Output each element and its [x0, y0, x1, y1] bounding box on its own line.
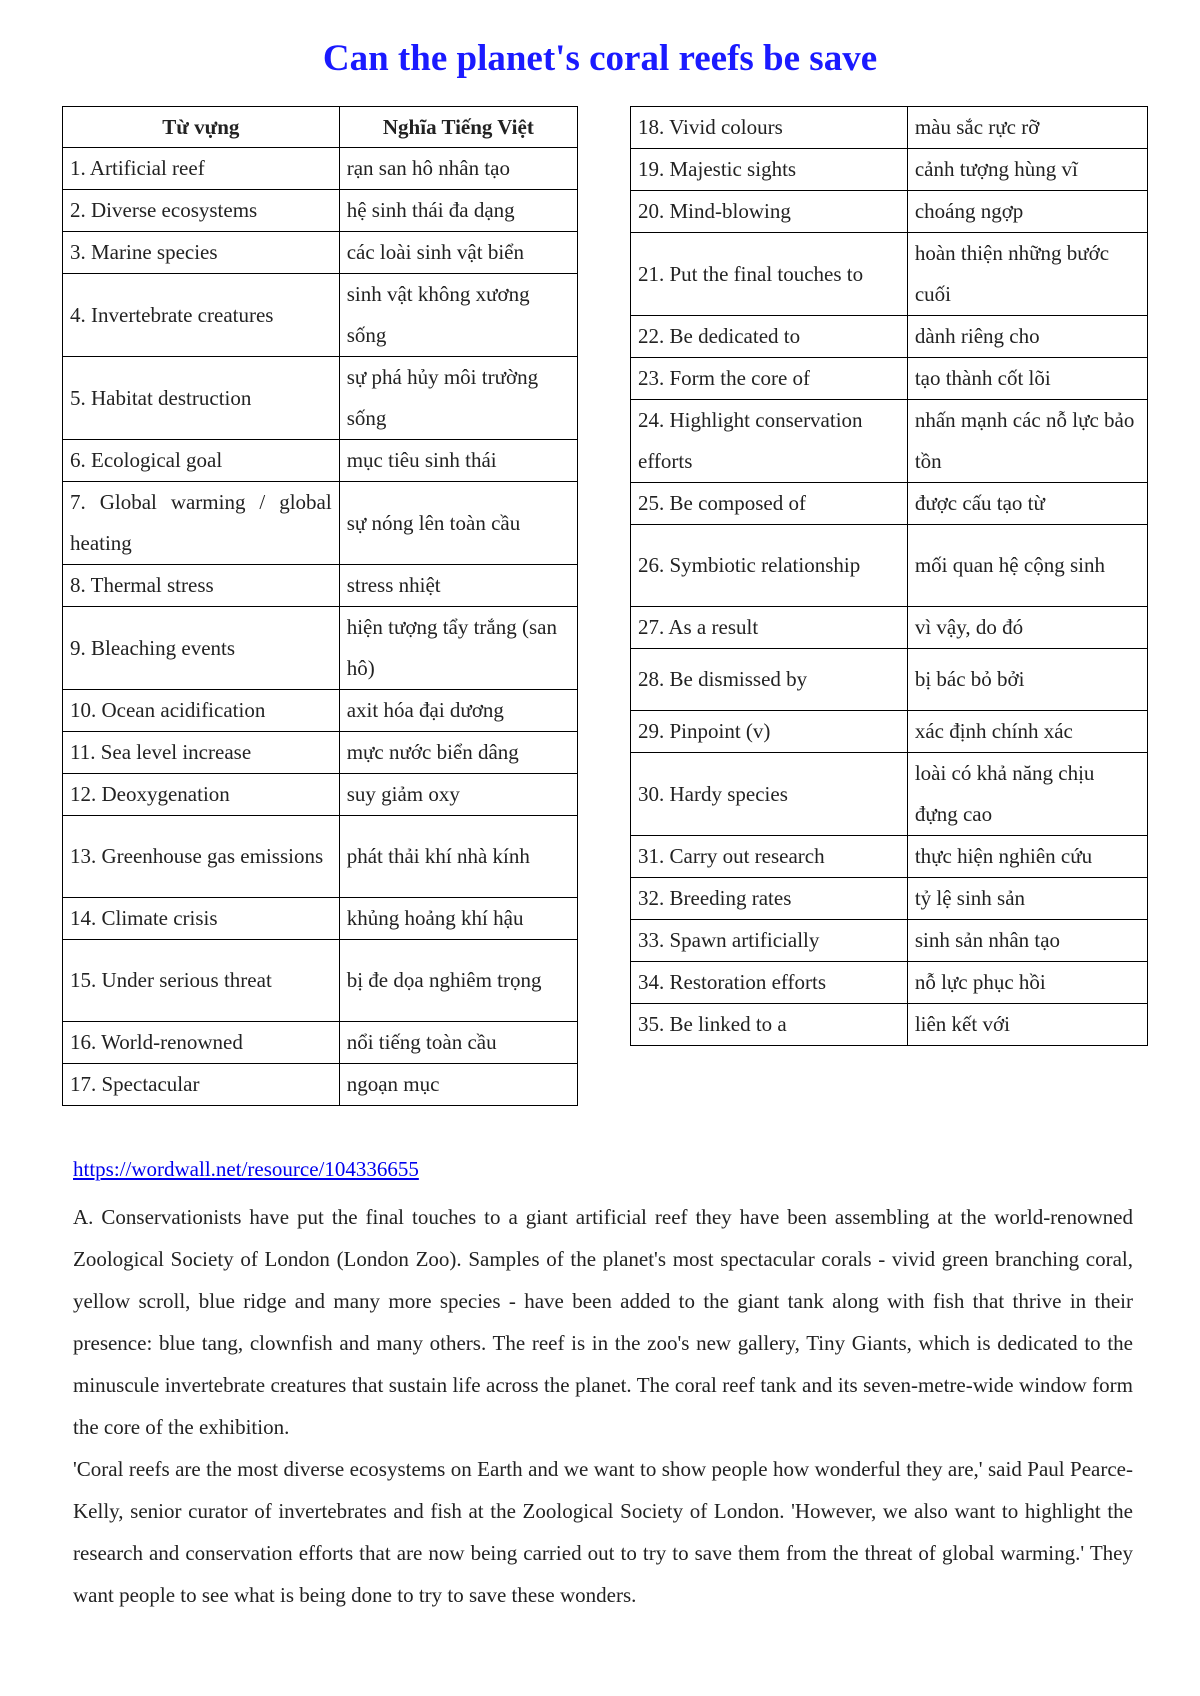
vocab-meaning: stress nhiệt — [339, 565, 577, 607]
vocab-term: 15. Under serious threat — [63, 940, 340, 1022]
page-title: Can the planet's coral reefs be save — [322, 38, 878, 79]
vocab-meaning: màu sắc rực rỡ — [907, 107, 1147, 149]
table-row — [631, 607, 1148, 649]
vocab-meaning: sinh vật không xương sống — [339, 274, 577, 357]
table-row — [63, 1064, 578, 1106]
vocab-term: 14. Climate crisis — [63, 898, 340, 940]
table-header-row — [63, 107, 578, 148]
vocab-meaning: sự nóng lên toàn cầu — [339, 482, 577, 565]
table-row — [631, 878, 1148, 920]
reading-passage — [73, 1196, 1133, 1616]
vocab-term: 23. Form the core of — [631, 358, 908, 400]
vocab-term: 6. Ecological goal — [63, 440, 340, 482]
vocab-term: 7. Global warming / global heating — [63, 482, 340, 565]
table-row — [631, 711, 1148, 753]
vocab-meaning: hệ sinh thái đa dạng — [339, 190, 577, 232]
table-row — [631, 525, 1148, 607]
vocab-meaning: mối quan hệ cộng sinh — [907, 525, 1147, 607]
vocab-term: 32. Breeding rates — [631, 878, 908, 920]
vocab-meaning: liên kết với — [907, 1004, 1147, 1046]
vocab-meaning: mục tiêu sinh thái — [339, 440, 577, 482]
vocab-term: 12. Deoxygenation — [63, 774, 340, 816]
vocab-term: 24. Highlight conservation efforts — [631, 400, 908, 483]
vocab-meaning: nỗ lực phục hồi — [907, 962, 1147, 1004]
table-row — [631, 149, 1148, 191]
vocab-meaning: sự phá hủy môi trường sống — [339, 357, 577, 440]
vocab-meaning: ngoạn mục — [339, 1064, 577, 1106]
vocab-term: 18. Vivid colours — [631, 107, 908, 149]
table-row — [631, 316, 1148, 358]
vocab-meaning: thực hiện nghiên cứu — [907, 836, 1147, 878]
table-row — [631, 191, 1148, 233]
vocab-meaning: phát thải khí nhà kính — [339, 816, 577, 898]
table-row — [631, 753, 1148, 836]
table-row — [63, 940, 578, 1022]
vocab-term: 9. Bleaching events — [63, 607, 340, 690]
table-row — [631, 233, 1148, 316]
vocab-meaning: loài có khả năng chịu đựng cao — [907, 753, 1147, 836]
vocab-meaning: bị bác bỏ bởi — [907, 649, 1147, 711]
table-row — [631, 483, 1148, 525]
vocab-term: 33. Spawn artificially — [631, 920, 908, 962]
vocab-term: 20. Mind-blowing — [631, 191, 908, 233]
vocab-term: 17. Spectacular — [63, 1064, 340, 1106]
table-row — [63, 565, 578, 607]
table-row — [63, 190, 578, 232]
table-row — [63, 607, 578, 690]
vocab-term: 2. Diverse ecosystems — [63, 190, 340, 232]
vocab-term: 11. Sea level increase — [63, 732, 340, 774]
vocab-meaning: được cấu tạo từ — [907, 483, 1147, 525]
header-term: Từ vựng — [63, 107, 340, 148]
table-row — [63, 482, 578, 565]
vocab-term: 19. Majestic sights — [631, 149, 908, 191]
table-row — [63, 898, 578, 940]
vocab-term: 28. Be dismissed by — [631, 649, 908, 711]
vocab-meaning: hiện tượng tẩy trắng (san hô) — [339, 607, 577, 690]
vocab-term: 31. Carry out research — [631, 836, 908, 878]
table-row — [63, 357, 578, 440]
vocab-meaning: sinh sản nhân tạo — [907, 920, 1147, 962]
table-row — [63, 232, 578, 274]
vocab-meaning: hoàn thiện những bước cuối — [907, 233, 1147, 316]
vocab-meaning: các loài sinh vật biển — [339, 232, 577, 274]
vocab-meaning: bị đe dọa nghiêm trọng — [339, 940, 577, 1022]
vocab-meaning: suy giảm oxy — [339, 774, 577, 816]
vocab-meaning: xác định chính xác — [907, 711, 1147, 753]
vocab-term: 1. Artificial reef — [63, 148, 340, 190]
vocab-term: 34. Restoration efforts — [631, 962, 908, 1004]
vocab-term: 10. Ocean acidification — [63, 690, 340, 732]
vocab-term: 22. Be dedicated to — [631, 316, 908, 358]
table-row — [631, 107, 1148, 149]
vocab-term: 8. Thermal stress — [63, 565, 340, 607]
vocab-term: 13. Greenhouse gas emissions — [63, 816, 340, 898]
vocab-term: 30. Hardy species — [631, 753, 908, 836]
table-row — [63, 774, 578, 816]
vocab-table-left — [62, 106, 578, 1106]
table-row — [631, 920, 1148, 962]
table-row — [631, 400, 1148, 483]
vocab-meaning: rạn san hô nhân tạo — [339, 148, 577, 190]
vocab-term: 29. Pinpoint (v) — [631, 711, 908, 753]
table-row — [631, 962, 1148, 1004]
table-row — [631, 358, 1148, 400]
vocab-term: 16. World-renowned — [63, 1022, 340, 1064]
table-row — [63, 274, 578, 357]
paragraph-quote: 'Coral reefs are the most diverse ecosystems on Earth and we want to show people how wonderful they are,' said Paul Pearce-Kelly, senior curator of invertebrates and fish at the Zoological Society of London. 'However, we also want to highlight the research and conservation efforts that are now being carried out to try to save them from the threat of global warming.' They want people to see what is being done to try to save these wonders. — [73, 1457, 1133, 1607]
table-row — [63, 148, 578, 190]
vocab-meaning: choáng ngợp — [907, 191, 1147, 233]
vocab-meaning: cảnh tượng hùng vĩ — [907, 149, 1147, 191]
wordwall-link[interactable]: https://wordwall.net/resource/104336655 — [73, 1157, 419, 1181]
vocab-meaning: khủng hoảng khí hậu — [339, 898, 577, 940]
vocab-table-right — [630, 106, 1148, 1046]
vocab-meaning: nhấn mạnh các nỗ lực bảo tồn — [907, 400, 1147, 483]
vocab-meaning: axit hóa đại dương — [339, 690, 577, 732]
vocab-meaning: vì vậy, do đó — [907, 607, 1147, 649]
vocab-meaning: tạo thành cốt lõi — [907, 358, 1147, 400]
vocab-term: 27. As a result — [631, 607, 908, 649]
vocab-meaning: dành riêng cho — [907, 316, 1147, 358]
table-row — [63, 690, 578, 732]
table-row — [63, 732, 578, 774]
vocab-term: 21. Put the final touches to — [631, 233, 908, 316]
table-row — [631, 836, 1148, 878]
header-meaning: Nghĩa Tiếng Việt — [339, 107, 577, 148]
vocab-term: 4. Invertebrate creatures — [63, 274, 340, 357]
vocab-term: 26. Symbiotic relationship — [631, 525, 908, 607]
table-row — [63, 1022, 578, 1064]
vocab-term: 5. Habitat destruction — [63, 357, 340, 440]
vocab-meaning: mực nước biển dâng — [339, 732, 577, 774]
vocab-meaning: tỷ lệ sinh sản — [907, 878, 1147, 920]
table-row — [631, 649, 1148, 711]
vocab-term: 25. Be composed of — [631, 483, 908, 525]
table-row — [63, 440, 578, 482]
table-row — [63, 816, 578, 898]
vocab-term: 35. Be linked to a — [631, 1004, 908, 1046]
table-row — [631, 1004, 1148, 1046]
paragraph-a: A. Conservationists have put the final touches to a giant artificial reef they have been assembling at the world-renowned Zoological Society of London (London Zoo). Samples of the planet's most spectacular corals - vivid green branching coral, yellow scroll, blue ridge and many more species - have been added to the giant tank along with fish that thrive in their presence: blue tang, clownfish and many others. The reef is in the zoo's new gallery, Tiny Giants, which is dedicated to the minuscule invertebrate creatures that sustain life across the planet. The coral reef tank and its seven-metre-wide window form the core of the exhibition. — [73, 1205, 1133, 1439]
vocab-term: 3. Marine species — [63, 232, 340, 274]
vocab-meaning: nổi tiếng toàn cầu — [339, 1022, 577, 1064]
